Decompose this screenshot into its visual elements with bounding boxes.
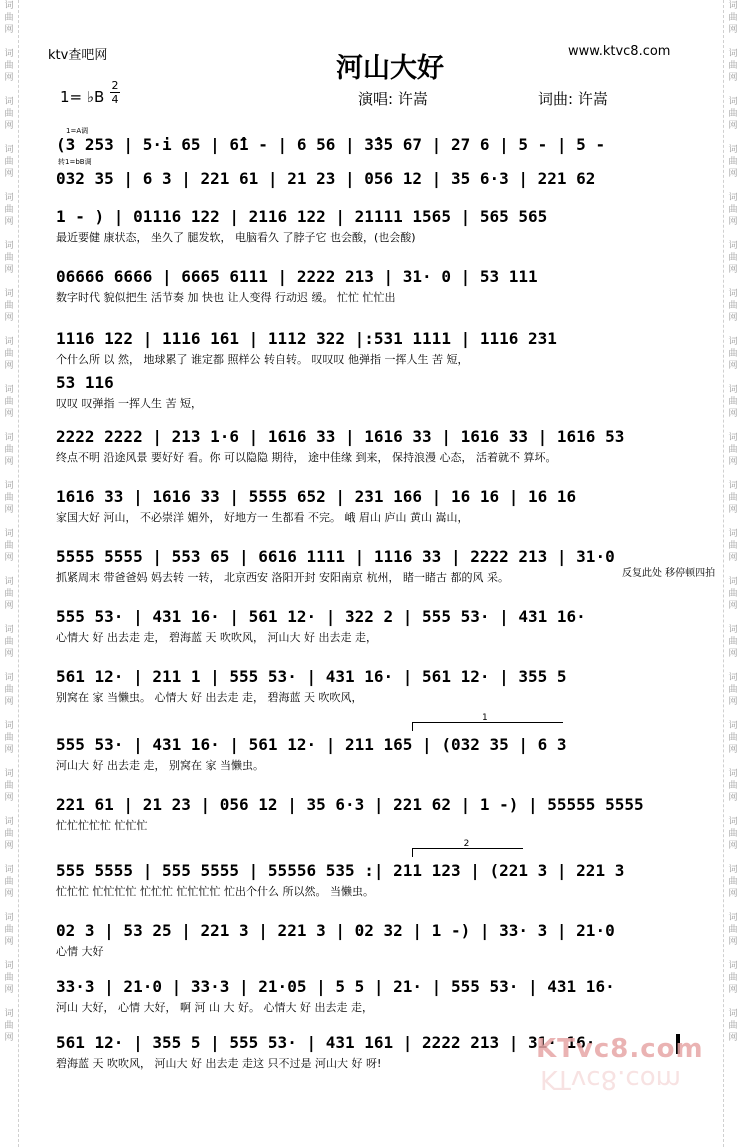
staff-line: 555 5555 | 555 5555 | 55556 535 :| 211 123 | (221 3 | 221 3	[56, 861, 625, 880]
staff-line: 221 61 | 21 23 | 056 12 | 35 6·3 | 221 62 | 1 -) | 55555 5555	[56, 795, 644, 814]
composer-credit: 词曲: 许嵩	[538, 90, 608, 108]
song-title: 河山大好	[336, 53, 444, 84]
repeat-note: 反复此处 移停顿四拍	[622, 568, 716, 579]
volta-2	[412, 839, 523, 857]
staff-line: (3 253 | 5·i 65 | 6̂1 - | 6 56 | 3̂35 67 | 27 6 | 5 - | 5 -	[56, 135, 606, 154]
staff-line: 2222 2222 | 213 1·6 | 1616 33 | 1616 33 | 1616 33 | 1616 53	[56, 427, 625, 446]
lyric-line: 碧海蓝 天 吹吹风， 河山大 好 出去走 走这 只不过是 河山大 好 呀!	[56, 1057, 382, 1070]
site-name-left: ktv查吧网	[48, 48, 108, 63]
time-signature	[110, 80, 120, 105]
staff-line: 032 35 | 6 3 | 221 61 | 21 23 | 056 12 | 35 6·3 | 221 62	[56, 169, 596, 188]
staff-line-alt: 53 116	[56, 373, 114, 392]
staff-line: 555 53· | 431 16· | 561 12· | 211 165 | (032 35 | 6 3	[56, 735, 567, 754]
volta-1	[412, 713, 563, 731]
lyric-line: 终点不明 沿途风景 要好好 看。你 可以隐隐 期待， 途中佳缘 到来， 保持浪漫 心态， 活着就不 算坏。	[56, 451, 557, 464]
staff-line: 561 12· | 211 1 | 555 53· | 431 16· | 561 12· | 355 5	[56, 667, 567, 686]
lyric-line: 抓紧周末 带爸爸妈 妈去转 一转， 北京西安 洛阳开封 安阳南京 杭州， 睹一睹古 都的风 采。	[56, 571, 509, 584]
lyric-line: 最近要健 康状态， 坐久了 腿发软， 电脑看久 了脖子它 也会酸，(也会酸)	[56, 231, 416, 244]
key-change-note: 转1=bB调	[58, 158, 92, 166]
lyric-line: 忙忙忙忙忙 忙忙忙	[56, 819, 148, 832]
site-url-right: www.ktvc8.com	[568, 44, 671, 59]
volta-1-label: 1	[482, 713, 488, 723]
staff-line: 1116 122 | 1116 161 | 1112 322 |:531 1111 | 1116 231	[56, 329, 557, 348]
lyric-line-alt: 叹叹 叹弹指 一挥人生 苦 短，	[56, 397, 202, 410]
side-watermark-right: 词 曲 网 词 曲 网 词 曲 网 词 曲 网 词 曲 网 词 曲 网 词 曲 网 词 曲 网 词 曲 网 词 曲 网 词 曲 网 词 曲 网 词 曲 网 词 曲 网 词 曲 网 词 曲 网 词 曲 网 词 曲 网 词 曲 网 词 曲 网 词 曲 网 词 曲 网	[723, 0, 742, 1147]
lyric-line: 心情 大好	[56, 945, 104, 958]
staff-line: 1 - ) | 01116 122 | 2116 122 | 21111 1565 | 565 565	[56, 207, 548, 226]
staff-line: 555 53· | 431 16· | 561 12· | 322 2 | 555 53· | 431 16·	[56, 607, 586, 626]
meter-bottom: 4	[111, 93, 119, 106]
key-a-note: 1=A调	[66, 127, 89, 135]
volta-2-label: 2	[463, 839, 470, 849]
lyric-line: 数字时代 貌似把生 活节奏 加 快也 让人变得 行动迟 缓。 忙忙 忙忙出	[56, 291, 396, 304]
lyric-line: 忙忙忙 忙忙忙忙 忙忙忙 忙忙忙忙 忙出个什么 所以然。 当懒虫。	[56, 885, 374, 898]
lyric-line: 家国大好 河山， 不必崇洋 媚外， 好地方一 生都看 不完。 峨 眉山 庐山 黄山 嵩山，	[56, 511, 469, 524]
lyric-line: 心情大 好 出去走 走， 碧海蓝 天 吹吹风， 河山大 好 出去走 走，	[56, 631, 377, 644]
staff-line: 561 12· | 355 5 | 555 53· | 431 161 | 2222 213 | 31· 16·	[56, 1033, 596, 1052]
lyric-line: 河山 大好， 心情 大好， 啊 河 山 大 好。 心情大 好 出去走 走，	[56, 1001, 373, 1014]
staff-line: 33·3 | 21·0 | 33·3 | 21·05 | 5 5 | 21· | 555 53· | 431 16·	[56, 977, 615, 996]
watermark-logo: KTvc8.com	[536, 1034, 704, 1064]
meter-top: 2	[111, 79, 119, 92]
lyric-line: 别窝在 家 当懒虫。 心情大 好 出去走 走， 碧海蓝 天 吹吹风，	[56, 691, 363, 704]
watermark-reflection: KTvc8.com	[540, 1064, 681, 1094]
lyric-line: 河山大 好 出去走 走， 别窝在 家 当懒虫。	[56, 759, 264, 772]
lyric-line: 个什么所 以 然， 地球累了 谁定都 照样公 转自转。 叹叹叹 他弹指 一挥人生 苦 短，	[56, 353, 469, 366]
staff-line: 02 3 | 53 25 | 221 3 | 221 3 | 02 32 | 1 -) | 33· 3 | 21·0	[56, 921, 615, 940]
staff-line: 1616 33 | 1616 33 | 5555 652 | 231 166 | 16 16 | 16 16	[56, 487, 577, 506]
singer-credit: 演唱: 许嵩	[358, 90, 428, 108]
side-watermark-left: 词 曲 网 词 曲 网 词 曲 网 词 曲 网 词 曲 网 词 曲 网 词 曲 网 词 曲 网 词 曲 网 词 曲 网 词 曲 网 词 曲 网 词 曲 网 词 曲 网 词 曲 网 词 曲 网 词 曲 网 词 曲 网 词 曲 网 词 曲 网 词 曲 网 词 曲 网	[0, 0, 19, 1147]
key-signature: 1= ♭B	[60, 88, 105, 106]
staff-line: 06666 6666 | 6665 6111 | 2222 213 | 31· 0 | 53 111	[56, 267, 538, 286]
staff-line: 5555 5555 | 553 65 | 6616 1111 | 1116 33 | 2222 213 | 31·0	[56, 547, 615, 566]
